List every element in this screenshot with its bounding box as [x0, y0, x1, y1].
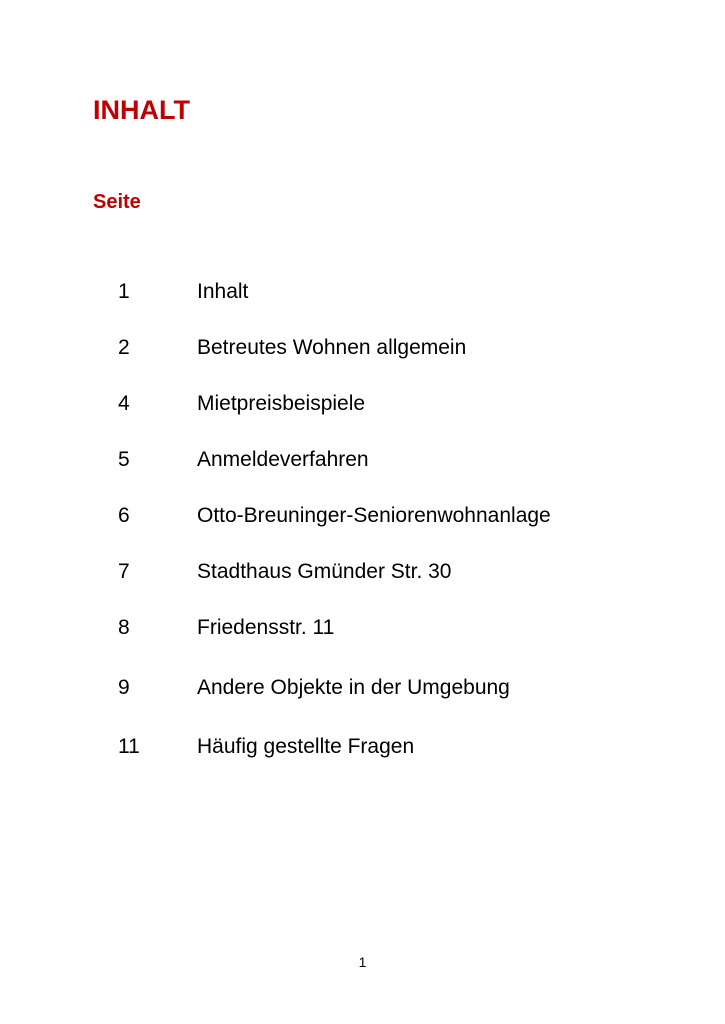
toc-page-number: 5	[118, 448, 130, 471]
toc-title: Anmeldeverfahren	[197, 448, 369, 471]
toc-page-number: 7	[118, 560, 130, 583]
footer-page-number: 1	[358, 954, 367, 970]
toc-entry	[0, 612, 725, 644]
toc-page-number: 6	[118, 504, 130, 527]
toc-title: Häufig gestellte Fragen	[197, 735, 415, 758]
page-title: INHALT	[93, 95, 190, 125]
toc-entry	[0, 276, 725, 308]
toc-title: Friedensstr. 11	[197, 616, 335, 639]
toc-title: Otto-Breuninger-Seniorenwohnanlage	[197, 504, 551, 527]
toc-entry	[0, 388, 725, 420]
toc-title: Inhalt	[197, 280, 249, 303]
toc-page-number: 1	[118, 280, 130, 303]
toc-title: Betreutes Wohnen allgemein	[197, 336, 467, 359]
toc-entry	[0, 332, 725, 364]
toc-entry	[0, 731, 725, 763]
toc-page-number: 9	[118, 676, 130, 699]
toc-page-number: 8	[118, 616, 130, 639]
toc-page-number: 2	[118, 336, 130, 359]
toc-entry	[0, 672, 725, 704]
toc-title: Stadthaus Gmünder Str. 30	[197, 560, 452, 583]
toc-entry	[0, 444, 725, 476]
toc-title: Mietpreisbeispiele	[197, 392, 366, 415]
page-column-label: Seite	[93, 191, 141, 213]
toc-page-number: 4	[118, 392, 130, 415]
toc-page-number: 11	[118, 735, 140, 758]
toc-entry	[0, 556, 725, 588]
toc-title: Andere Objekte in der Umgebung	[197, 676, 510, 699]
toc-entry	[0, 500, 725, 532]
